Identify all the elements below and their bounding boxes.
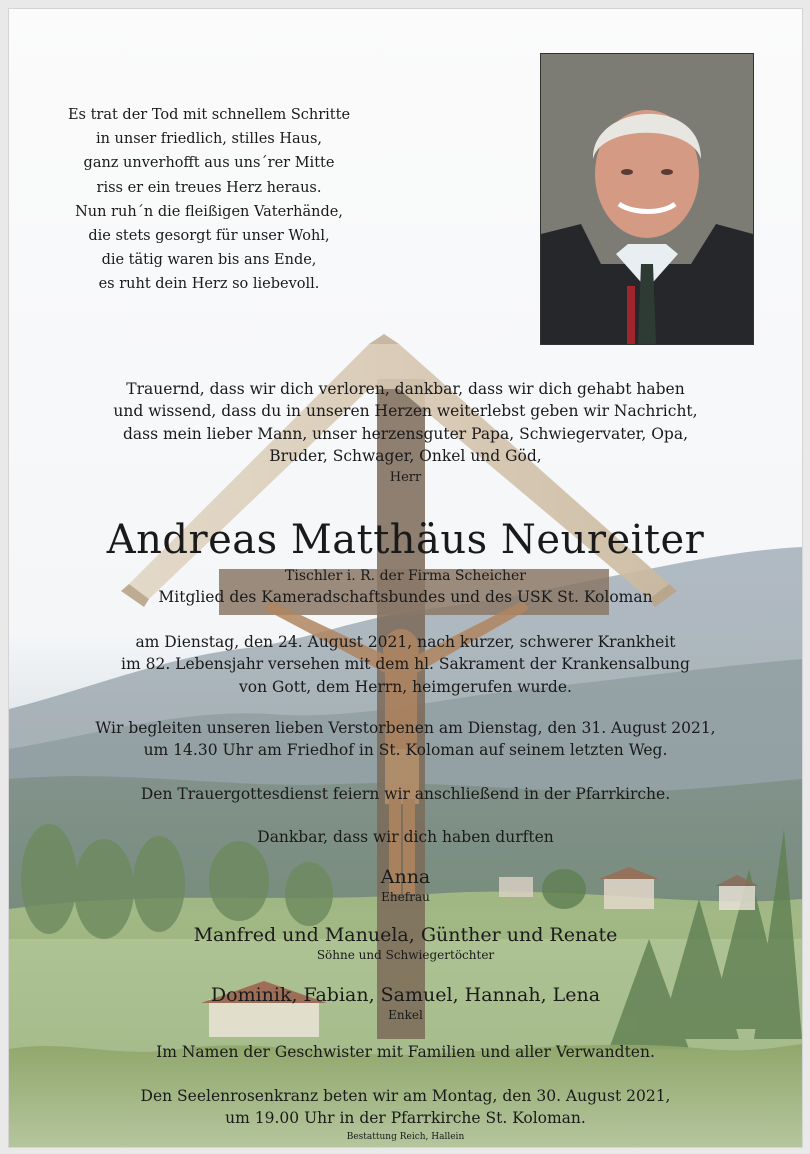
- funeral-line: um 14.30 Uhr am Friedhof in St. Koloman auf seinem letzten Weg.: [143, 741, 668, 760]
- parte-card: [8, 8, 803, 1148]
- thanks-line: Dankbar, dass wir dich haben durften: [257, 828, 554, 846]
- occupation: Tischler i. R. der Firma Scheicher: [285, 568, 526, 584]
- funeral-line: Wir begleiten unseren lieben Verstorbenen am Dienstag, den 31. August 2021,: [95, 719, 716, 737]
- death-notice: [9, 631, 802, 698]
- family-children: [9, 923, 802, 963]
- poem-line: Es trat der Tod mit schnellem Schritte: [67, 107, 351, 123]
- family-names: Dominik, Fabian, Samuel, Hannah, Lena: [210, 984, 601, 1006]
- family-role: Enkel: [388, 1008, 423, 1022]
- announcement-line: Bruder, Schwager, Onkel und Göd,: [269, 446, 542, 465]
- service-info: Den Trauergottesdienst feiern wir anschließend in der Pfarrkirche.: [140, 785, 671, 803]
- poem-line: es ruht dein Herz so liebevoll.: [98, 276, 320, 293]
- portrait-icon: [541, 54, 753, 344]
- siblings-line: Im Namen der Geschwister mit Familien und aller Verwandten.: [156, 1043, 655, 1061]
- announcement-text: [9, 378, 802, 489]
- rosary-line: um 19.00 Uhr in der Pfarrkirche St. Koloman.: [225, 1109, 586, 1128]
- family-names: Manfred und Manuela, Günther und Renate: [193, 924, 618, 946]
- poem: [54, 103, 364, 297]
- announcement-line: Trauernd, dass wir dich verloren, dankbar, dass wir dich gehabt haben: [126, 380, 685, 398]
- family-wife: [9, 865, 802, 905]
- announcement-line: und wissend, dass du in unseren Herzen weiterlebst geben wir Nachricht,: [113, 402, 698, 421]
- poem-line: die stets gesorgt für unser Wohl,: [88, 228, 330, 245]
- deceased-details: [9, 566, 802, 608]
- funeral-info: [9, 717, 802, 762]
- poem-line: die tätig waren bis ans Ende,: [101, 252, 317, 269]
- family-role: Söhne und Schwiegertöchter: [316, 948, 495, 962]
- family-grandchildren: [9, 983, 802, 1023]
- rosary-info: [9, 1085, 802, 1130]
- family-names: Anna: [380, 866, 431, 888]
- poem-line: riss er ein treues Herz heraus.: [96, 179, 322, 196]
- poem-line: in unser friedlich, stilles Haus,: [95, 131, 323, 148]
- poem-line: ganz unverhofft aus uns´rer Mitte: [83, 155, 335, 172]
- family-role: Ehefrau: [381, 890, 430, 904]
- herr-label: Herr: [389, 470, 422, 486]
- death-line: im 82. Lebensjahr versehen mit dem hl. Sakrament der Krankensalbung: [121, 655, 690, 674]
- portrait-photo: [540, 53, 754, 345]
- poem-line: Nun ruh´n die fleißigen Vaterhände,: [75, 203, 343, 220]
- death-line: am Dienstag, den 24. August 2021, nach kurzer, schwerer Krankheit: [135, 633, 676, 651]
- undertaker-credit: Bestattung Reich, Hallein: [346, 1132, 465, 1142]
- rosary-line: Den Seelenrosenkranz beten wir am Montag, den 30. August 2021,: [140, 1087, 671, 1105]
- membership: Mitglied des Kameradschaftsbundes und des USK St. Koloman: [158, 588, 653, 606]
- deceased-name: Andreas Matthäus Neureiter: [106, 517, 705, 563]
- death-line: von Gott, dem Herrn, heimgerufen wurde.: [239, 677, 572, 696]
- announcement-line: dass mein lieber Mann, unser herzensguter Papa, Schwiegervater, Opa,: [122, 424, 689, 443]
